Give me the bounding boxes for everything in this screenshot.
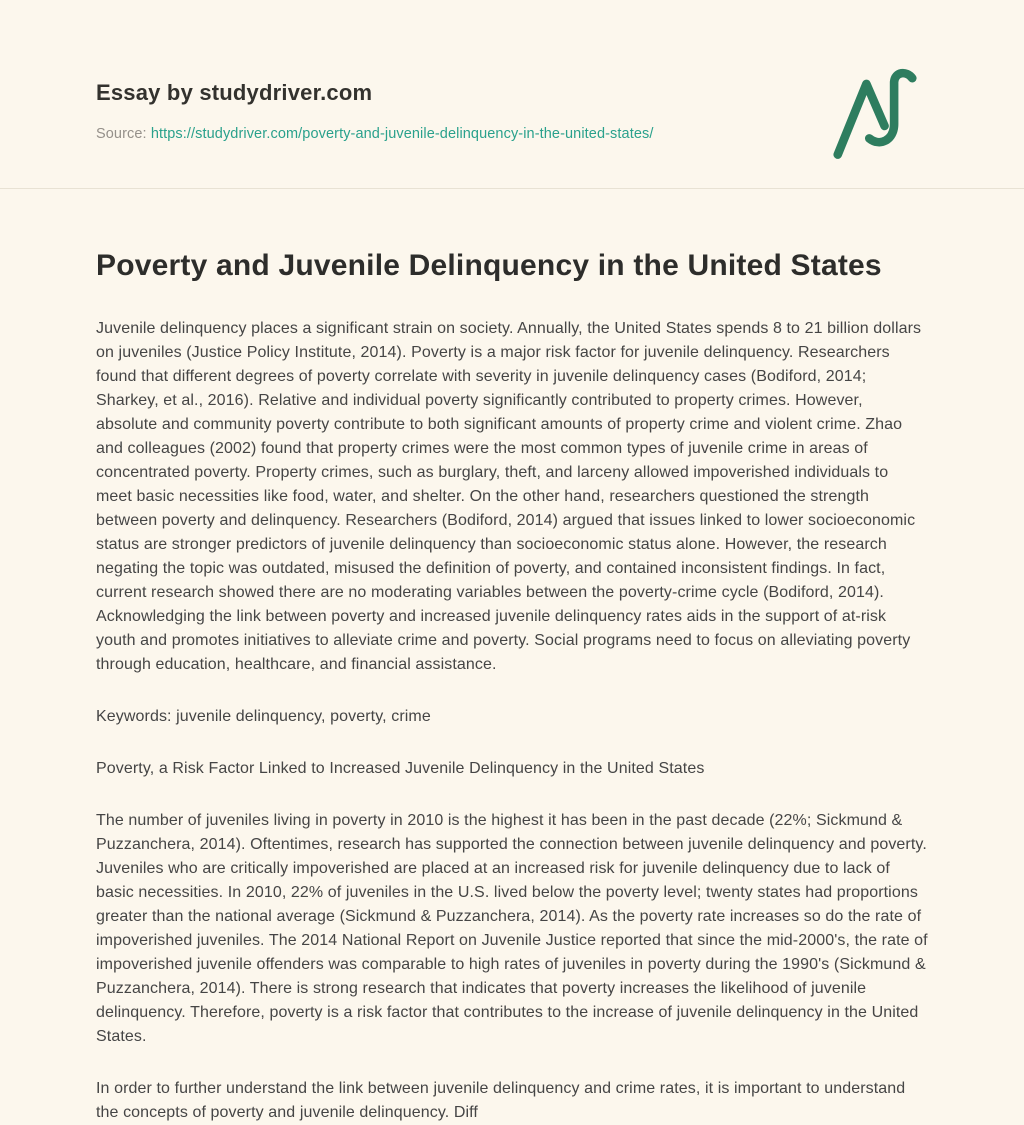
- essay-paragraph: The number of juveniles living in poverty in 2010 is the highest it has been in the past decade (22%; Sickmund & Puzzanchera, 2014). Oftentimes, research has supported the connection between juvenile delinquency and poverty. Juveniles who are critically impoverished are placed at an increased risk for juvenile delinquency due to lack of basic necessities. In 2010, 22% of juveniles in the U.S. lived below the poverty level; twenty states had proportions greater than the national average (Sickmund & Puzzanchera, 2014). As the poverty rate increases so do the rate of impoverished juveniles. The 2014 National Report on Juvenile Justice reported that since the mid-2000's, the rate of impoverished juvenile offenders was comparable to high rates of juveniles in poverty during the 1990's (Sickmund & Puzzanchera, 2014). There is strong research that indicates that poverty increases the likelihood of juvenile delinquency. Therefore, poverty is a risk factor that contributes to the increase of juvenile delinquency in the United States.: [96, 811, 928, 1045]
- site-title: Essay by studydriver.com: [96, 80, 373, 105]
- section-heading: Poverty, a Risk Factor Linked to Increased Juvenile Delinquency in the United States: [96, 759, 705, 777]
- essay-paragraph-abstract: Juvenile delinquency places a significant strain on society. Annually, the United States spends 8 to 21 billion dollars on juveniles (Justice Policy Institute, 2014). Poverty is a major risk factor for juvenile delinquency. Researchers found that different degrees of poverty correlate with severity in juvenile delinquency cases (Bodiford, 2014; Sharkey, et al., 2016). Relative and individual poverty significantly contributed to property crimes. However, absolute and community poverty contribute to both significant amounts of property crime and violent crime. Zhao and colleagues (2002) found that property crimes were the most common types of juvenile crime in areas of concentrated poverty. Property crimes, such as burglary, theft, and larceny allowed impoverished individuals to meet basic necessities like food, water, and shelter. On the other hand, researchers questioned the strength between poverty and delinquency. Researchers (Bodiford, 2014) argued that issues linked to lower socioeconomic status are stronger predictors of juvenile delinquency than socioeconomic status alone. However, the research negating the topic was outdated, misused the definition of poverty, and contained inconsistent findings. In fact, current research showed there are no moderating variables between the poverty-crime cycle (Bodiford, 2014). Acknowledging the link between poverty and increased juvenile delinquency rates aids in the support of at-risk youth and promotes initiatives to alleviate crime and poverty. Social programs need to focus on alleviating poverty through education, healthcare, and financial assistance.: [96, 319, 922, 673]
- keywords-line: Keywords: juvenile delinquency, poverty, crime: [96, 707, 431, 725]
- source-link[interactable]: https://studydriver.com/poverty-and-juvenile-delinquency-in-the-united-states/: [150, 126, 654, 142]
- source-label: Source:: [96, 126, 147, 142]
- studydriver-logo-icon: [832, 68, 918, 160]
- source-line: [96, 126, 928, 142]
- header-divider: [0, 188, 1024, 189]
- document-header: [96, 0, 928, 142]
- essay-paragraph-truncated: In order to further understand the link between juvenile delinquency and crime rates, it is important to understand the concepts of poverty and juvenile delinquency. Diff: [96, 1079, 906, 1121]
- essay-content: [96, 247, 928, 1125]
- essay-title: Poverty and Juvenile Delinquency in the United States: [96, 249, 882, 282]
- studydriver-logo: [832, 68, 918, 160]
- essay-body: [96, 317, 928, 1125]
